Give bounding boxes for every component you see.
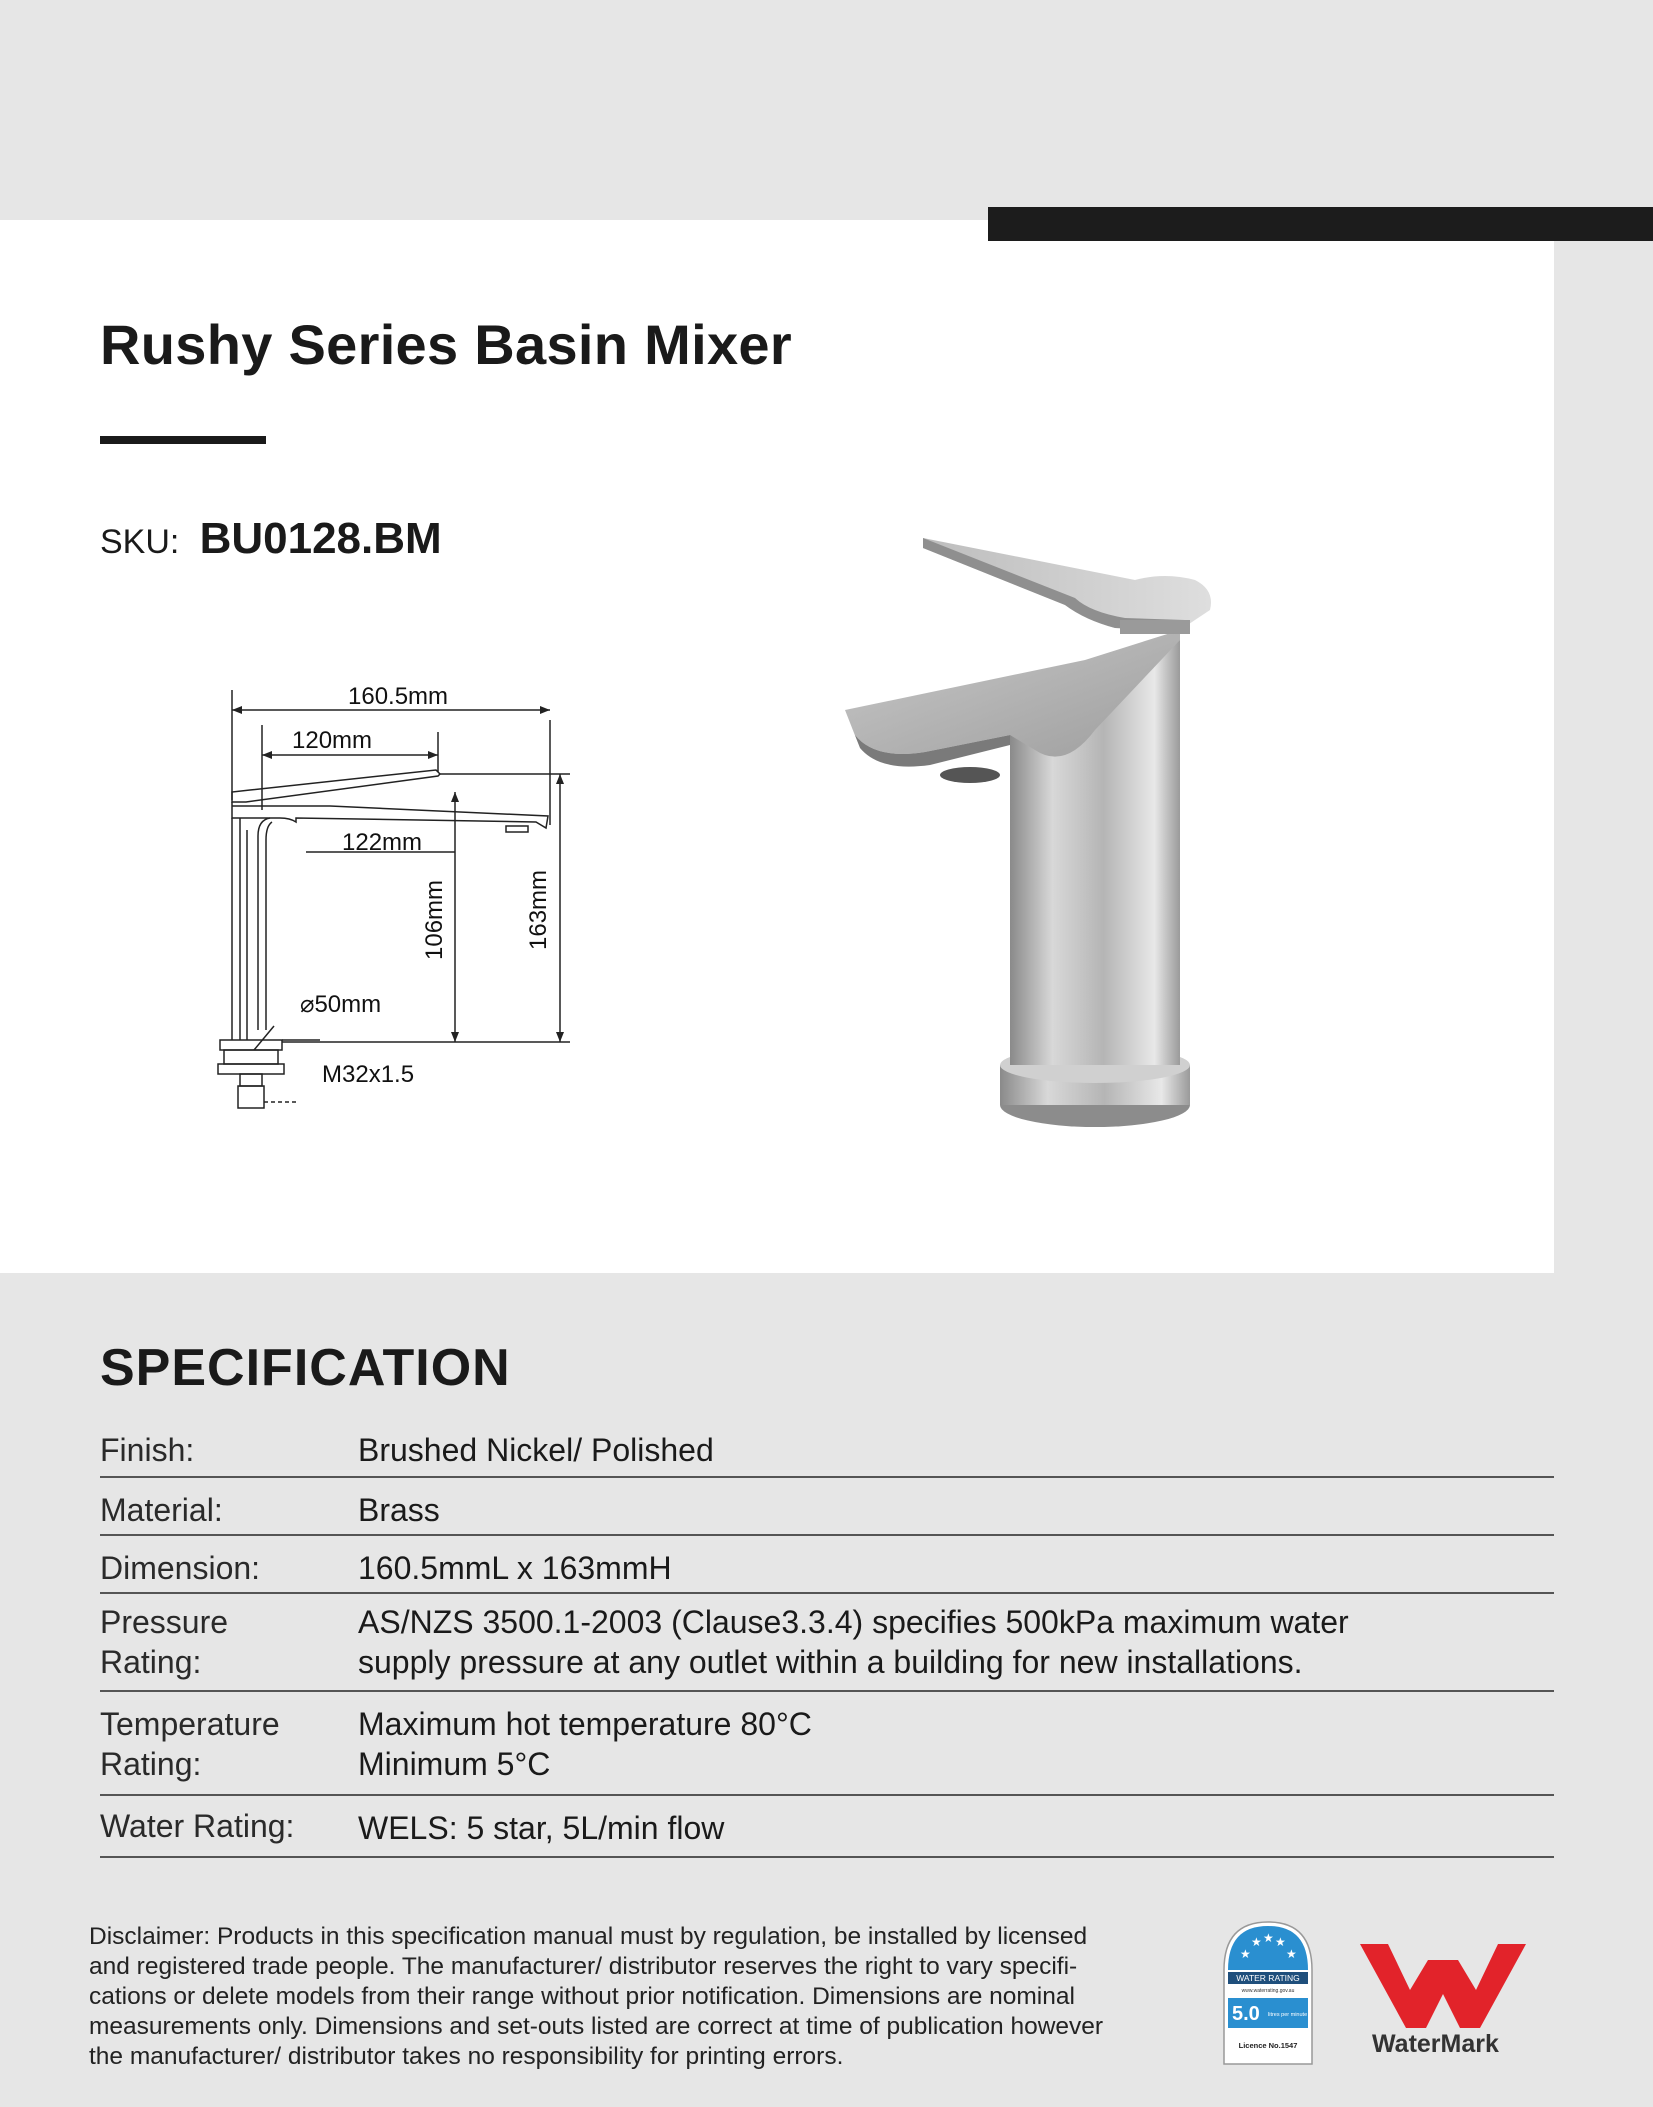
spec-label: Pressure [100,1604,229,1640]
wels-value: 5.0 [1232,2003,1260,2025]
wels-rating-badge [1218,1918,1318,2068]
wels-unit: litres per minute [1268,2012,1308,2018]
disclaimer-line: Disclaimer: Products in this specification manual must by regulation, be installed by licensed [89,1923,1088,1950]
spec-value: Minimum 5°C [358,1746,551,1782]
star-icon: ★ [1263,1931,1274,1945]
title-rule [100,436,266,444]
spec-label: Rating: [100,1644,202,1680]
spec-value: WELS: 5 star, 5L/min flow [358,1810,725,1846]
dim-total-length: 160.5mm [348,683,449,710]
spec-row-material [100,1478,1554,1536]
star-icon: ★ [1275,1935,1286,1949]
spec-value: Brushed Nickel/ Polished [358,1432,714,1468]
spec-label: Material: [100,1492,223,1528]
dim-total-height: 163mm [525,869,552,950]
wels-label: WATER RATING [1236,1973,1300,1983]
side-strip [1554,241,1653,1273]
dim-base-diameter: ⌀50mm [300,991,382,1018]
dim-thread: M32x1.5 [322,1061,415,1088]
watermark-label: WaterMark [1372,2030,1499,2058]
product-title: Rushy Series Basin Mixer [100,313,792,376]
star-icon: ★ [1286,1947,1297,1961]
spec-value: Brass [358,1492,440,1528]
dim-spout-height: 106mm [421,879,448,960]
product-photo [835,520,1435,1140]
spec-row-temperature [100,1692,1554,1796]
wels-site: www.waterrating.gov.au [1241,1988,1295,1994]
spec-value: 160.5mmL x 163mmH [358,1550,672,1586]
sku-label: SKU: [100,523,180,561]
wels-licence: Licence No.1547 [1238,2041,1298,2050]
dim-spout-length: 122mm [342,829,423,856]
disclaimer [89,1922,1189,2072]
sku-value: BU0128.BM [199,514,442,563]
spec-value: supply pressure at any outlet within a building for new installations. [358,1644,1303,1680]
dimension-drawing [210,670,690,1120]
disclaimer-line: measurements only. Dimensions and set-outs listed are correct at time of publication however [89,2013,1104,2040]
spec-value: AS/NZS 3500.1-2003 (Clause3.3.4) specifies 500kPa maximum water [358,1604,1349,1640]
spec-row-water-rating [100,1796,1554,1858]
spec-label: Rating: [100,1746,202,1782]
star-icon: ★ [1240,1947,1251,1961]
spec-value: Maximum hot temperature 80°C [358,1706,812,1742]
dim-handle-length: 120mm [292,727,373,754]
spec-row-finish [100,1420,1554,1478]
spec-label: Water Rating: [100,1808,295,1844]
watermark-logo-icon [1358,1938,1528,2033]
specification-heading: SPECIFICATION [100,1339,511,1397]
spec-row-pressure [100,1594,1554,1692]
header-accent-bar [988,207,1653,241]
spec-label: Dimension: [100,1550,261,1586]
top-band [0,0,1653,220]
disclaimer-line: cations or delete models from their range without prior notification. Dimensions are nominal [89,1983,1075,2010]
sku-line [100,514,442,564]
spec-label: Finish: [100,1432,195,1468]
spec-row-dimension [100,1536,1554,1594]
star-icon: ★ [1251,1935,1262,1949]
disclaimer-line: and registered trade people. The manufacturer/ distributor reserves the right to vary specifi- [89,1953,1078,1980]
specification-table [100,1420,1554,1858]
spec-label: Temperature [100,1706,280,1742]
disclaimer-line: the manufacturer/ distributor takes no responsibility for printing errors. [89,2043,844,2070]
